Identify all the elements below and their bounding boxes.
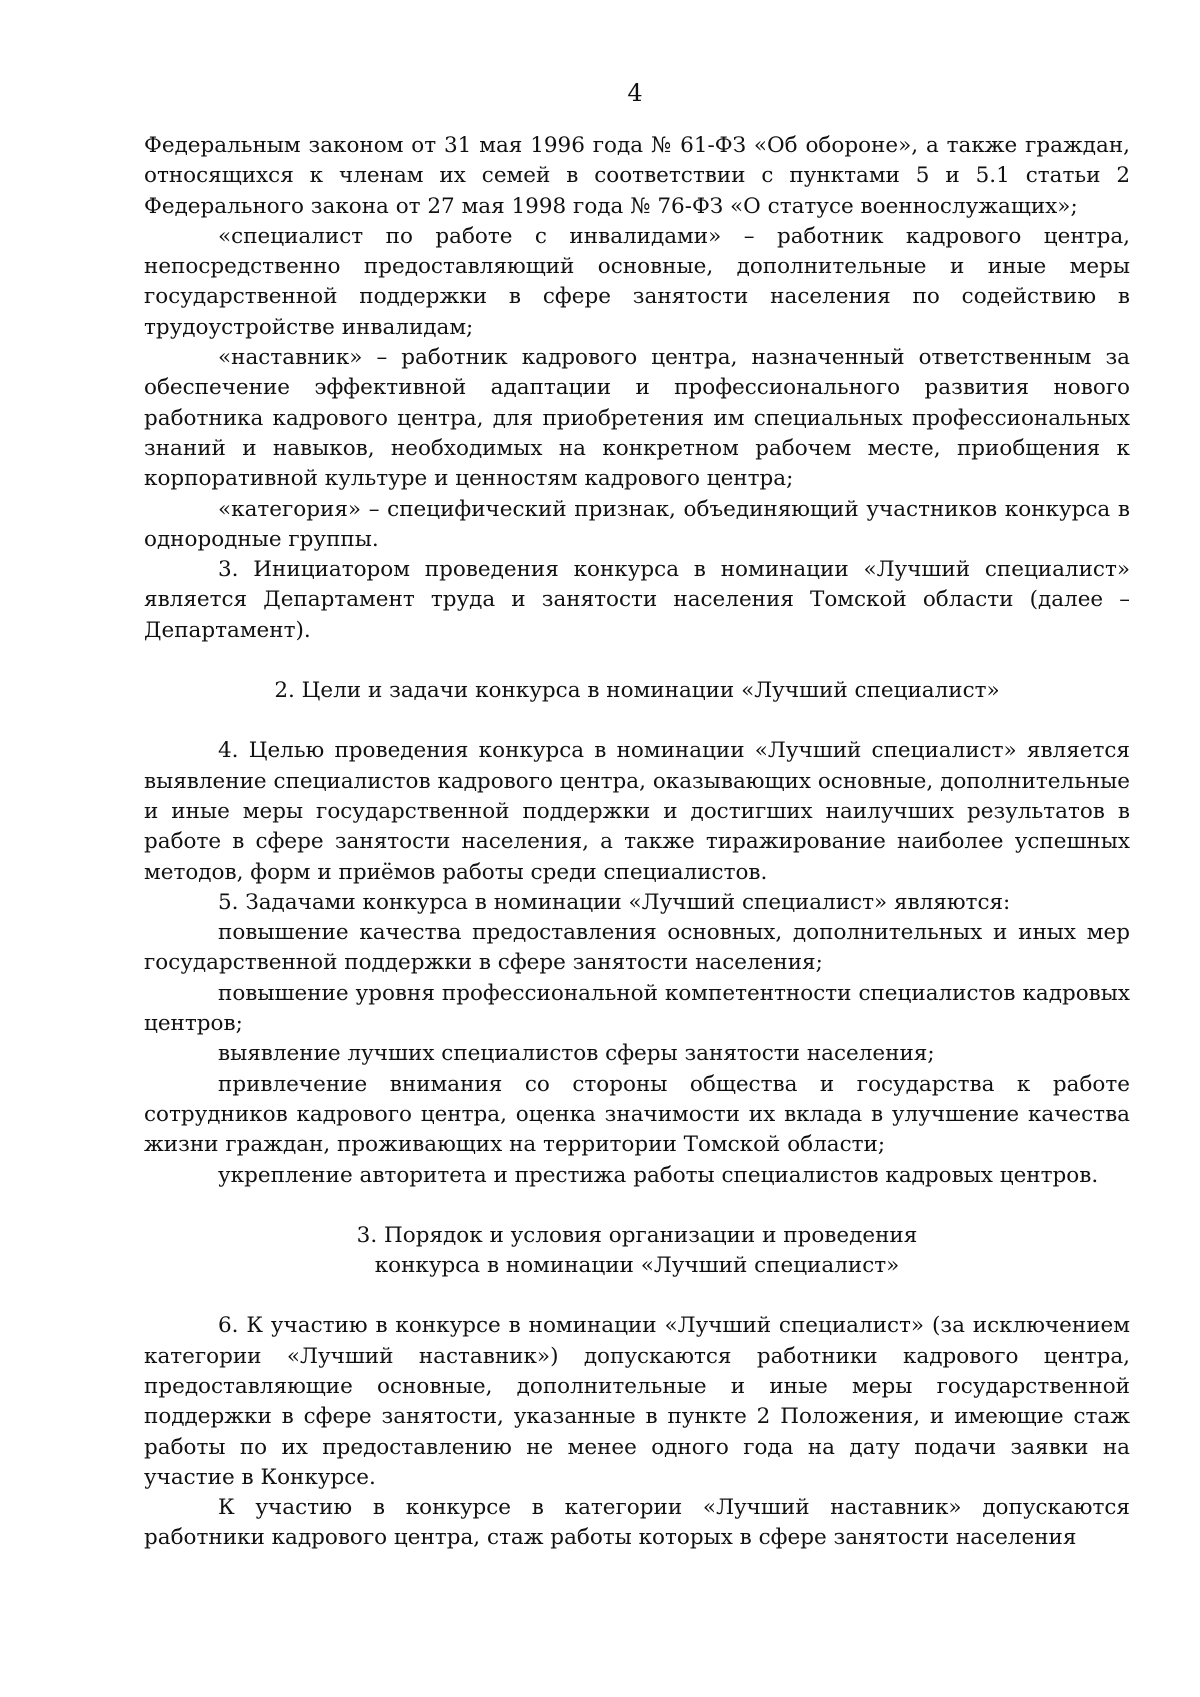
section-heading: 2. Цели и задачи конкурса в номинации «Лучший специалист» [274,678,1000,704]
task-item: повышение уровня профессиональной компетентности специалистов кадровых центров; [144,980,1130,1037]
task-item: выявление лучших специалистов сферы занятости населения; [218,1041,935,1067]
definition-paragraph: «категория» – специфический признак, объединяющий участников конкурса в однородные группы. [144,496,1130,552]
clause-paragraph: 6. К участию в конкурсе в номинации «Лучший специалист» (за исключением категории «Лучший наставник») допускаются работники кадрового центра, предоставляющие основные, дополнительные и иные меры государственной поддержки в сфере занятости, указанные в пункте 2 Положения, и имеющие стаж работы по их предоставлению не менее одного года на дату подачи заявки на участие в Конкурсе. [144,1313,1130,1490]
section-heading-line: конкурса в номинации «Лучший специалист» [374,1253,900,1279]
clause-paragraph: К участию в конкурсе в категории «Лучший наставник» допускаются работники кадрового центра, стаж работы которых в сфере занятости населения [144,1495,1130,1551]
task-item: укрепление авторитета и престижа работы специалистов кадровых центров. [218,1162,1099,1188]
task-item: повышение качества предоставления основных, дополнительных и иных мер государственной поддержки в сфере занятости населения; [144,920,1130,976]
document-body [144,131,1130,1554]
clause-paragraph: 3. Инициатором проведения конкурса в номинации «Лучший специалист» является Департамент труда и занятости населения Томской области (далее – Департамент). [144,557,1130,643]
definition-paragraph: «специалист по работе с инвалидами» – работник кадрового центра, непосредственно предоставляющий основные, дополнительные и иные меры государственной поддержки в сфере занятости населения по содействию в трудоустройстве инвалидам; [144,223,1130,340]
clause-paragraph: 4. Целью проведения конкурса в номинации «Лучший специалист» является выявление специалистов кадрового центра, оказывающих основные, дополнительные и иные меры государственной поддержки и достигших наилучших результатов в работе в сфере занятости населения, а также тиражирование наиболее успешных методов, форм и приёмов работы среди специалистов. [144,738,1130,885]
task-item: привлечение внимания со стороны общества и государства к работе сотрудников кадрового центра, оценка значимости их вклада в улучшение качества жизни граждан, проживающих на территории Томской области; [144,1071,1130,1158]
clause-paragraph: 5. Задачами конкурса в номинации «Лучший специалист» являются: [218,889,1011,915]
definition-paragraph: «наставник» – работник кадрового центра, назначенный ответственным за обеспечение эффективной адаптации и профессионального развития нового работника кадрового центра, для приобретения им специальных профессиональных знаний и навыков, необходимых на конкретном рабочем месте, приобщения к корпоративной культуре и ценностям кадрового центра; [144,345,1130,492]
page-number: 4 [627,79,643,107]
paragraph: Федеральным законом от 31 мая 1996 года № 61-ФЗ «Об обороне», а также граждан, относящихся к членам их семей в соответствии с пунктами 5 и 5.1 статьи 2 Федерального закона от 27 мая 1998 года № 76-ФЗ «О статусе военнослужащих»; [144,133,1130,219]
section-heading-line: 3. Порядок и условия организации и проведения [356,1222,918,1248]
